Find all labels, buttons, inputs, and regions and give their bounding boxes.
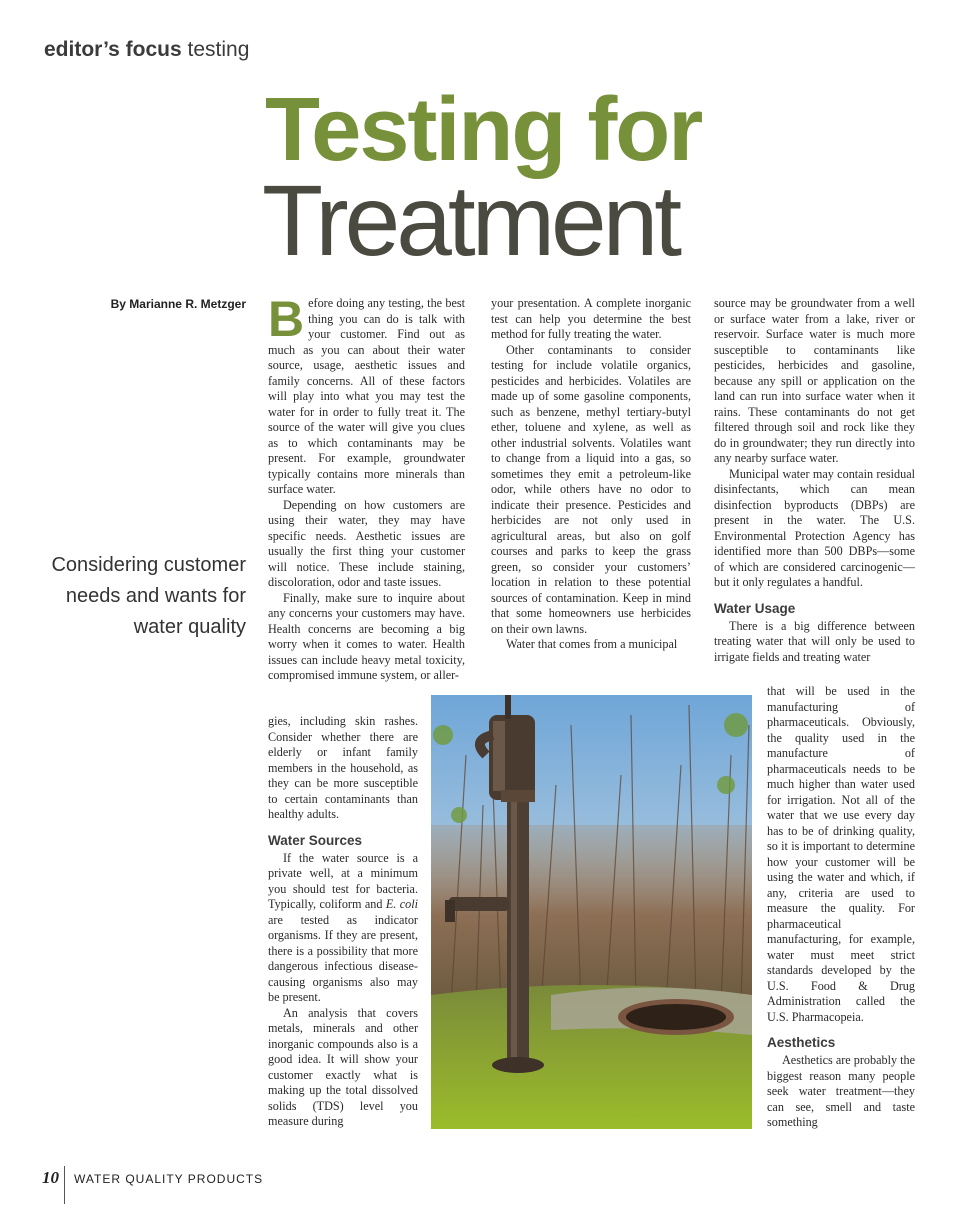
italic-term: E. coli	[385, 897, 418, 911]
paragraph: An analysis that covers metals, minerals and other inorganic compounds also is a good idea. It will show your customer exactly what is making up the total dissolved solids (TDS) level you measure during	[268, 1005, 418, 1128]
paragraph: your presentation. A complete inorganic test can help you determine the best method for fully treating the water.	[491, 296, 691, 341]
deck-pullquote: Considering customer needs and wants for water quality	[51, 554, 246, 638]
paragraph: If the water source is a private well, at a minimum you should test for bacteria. Typically, coliform and E. coli are tested as indicator organisms. If they are present, there is a possibility that more dangerous infectious disease-causing organisms also may be present.	[268, 850, 418, 1004]
paragraph: There is a big difference between treating water that will only be used to irrigate fields and treating water	[714, 618, 915, 664]
paragraph: Other contaminants to consider testing for include volatile organics, pesticides and herbicides. Volatiles are made up of some gasoline components, such as benzene, methyl tertiary-butyl ether, toluene and xylene, as well as other industrial solvents. Volatiles want to change from a liquid into a gas, so sometimes they emit a petroleum-like odor, while others have no odor to indicate their presence. Pesticides and herbicides are not only used in agricultural areas, but also on golf courses and parks to keep the grass green, so consider your customers’ location in relation to these potential sources of contamination. Keep in mind that some homeowners use herbicides on their own lawns.	[491, 342, 691, 636]
paragraph: Water that comes from a municipal	[506, 637, 678, 651]
paragraph: efore doing any testing, the best thing you can do is talk with your customer. Find out as much as you can about their water source, usage, aesthetic issues and family concerns. All of these factors will play into what you may test the water for in order to fully treat it. The source of the water will give you clues as to which contaminants may be present. For example, groundwater typically contains more minerals than surface water.	[268, 296, 465, 496]
section-topic: testing	[187, 38, 250, 61]
article-column-1	[268, 291, 465, 684]
section-label: editor’s focus	[44, 38, 182, 61]
drop-cap: B	[268, 291, 305, 347]
article-column-2	[491, 296, 691, 653]
section-header	[44, 38, 249, 62]
byline: By Marianne R. Metzger	[110, 297, 246, 311]
subheading-water-usage: Water Usage	[714, 600, 796, 616]
article-title-line2: Treatment	[262, 165, 679, 277]
article-column-1-lower	[268, 714, 418, 1130]
paragraph: source may be groundwater from a well or surface water from a lake, river or reservoir. Surface water is much more susceptible to contaminants like pesticides, herbicides and gasoline, because any spill or application on the land can run into surface water when it rains. These contaminants do not get filtered through soil and rock like they do in groundwater; they run directly into any nearby surface water.	[714, 296, 915, 465]
page-number: 10	[42, 1168, 59, 1187]
paragraph: Municipal water may contain residual disinfectants, which can mean disinfection byproducts (DBPs) are present in the water. The U.S. Environmental Protection Agency has identified more than 500 DBPs—some of which are considered carcinogenic—but it only regulates a handful.	[714, 466, 915, 589]
paragraph: that will be used in the manufacturing of pharmaceuticals. Obviously, the quality used in the manufacture of pharmaceuticals needs to be much higher than water used for irrigation. Not all of the water that we use every day has to be of drinking quality, so it is important to determine how your customer will be using the water and which, if any, criteria are used to measure the quality. For pharmaceutical manufacturing, for example, water must meet strict standards developed by the U.S. Food & Drug Administration called the U.S. Pharmacopeia.	[767, 684, 915, 1024]
subheading-aesthetics: Aesthetics	[767, 1035, 836, 1050]
hand-pump-photo	[431, 695, 752, 1129]
subheading-water-sources: Water Sources	[268, 832, 363, 848]
publication-name: WATER QUALITY PRODUCTS	[74, 1172, 264, 1186]
paragraph: Aesthetics are probably the biggest reason many people seek water treatment—they can see, smell and taste something	[767, 1053, 915, 1129]
paragraph: Finally, make sure to inquire about any concerns your customers may have. Health concerns are becoming a big worry when it comes to water. Health issues can include heavy metal toxicity, compromised immune system, or aller-	[268, 590, 465, 682]
article-column-3	[714, 296, 915, 665]
paragraph: gies, including skin rashes. Consider whether there are elderly or infant family members in the household, as they can be more susceptible to certain contaminants than healthy adults.	[268, 714, 418, 821]
article-title-line1: Testing for	[265, 80, 702, 180]
article-column-3-lower	[767, 684, 915, 1131]
paragraph: Depending on how customers are using their water, they may have specific needs. Aesthetic issues are usually the first thing your customer will notice. These include staining, discoloration, odor and taste issues.	[268, 497, 465, 589]
footer-divider	[64, 1166, 65, 1204]
